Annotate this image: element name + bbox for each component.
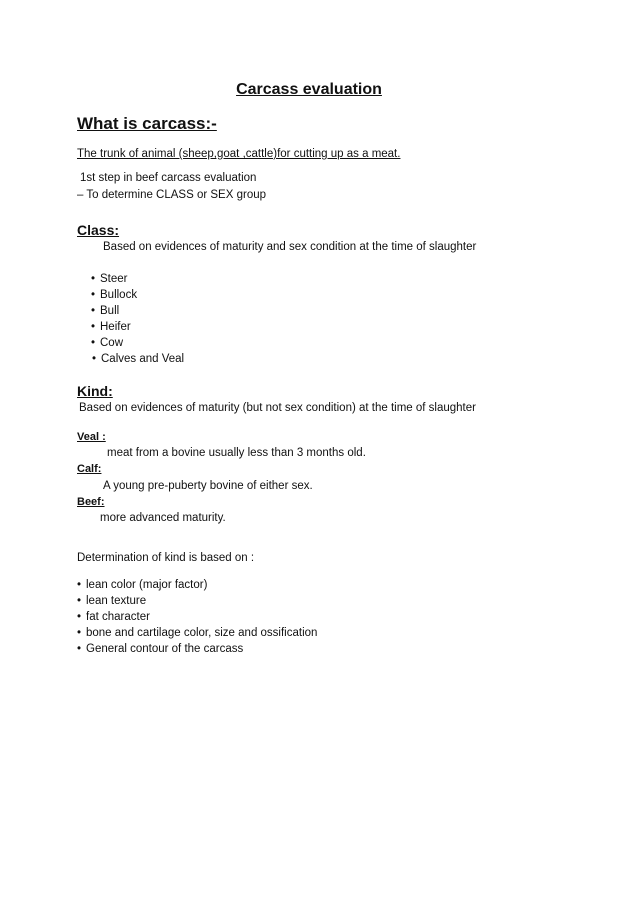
carcass-definition: The trunk of animal (sheep,goat ,cattle)for cutting up as a meat. — [77, 148, 401, 160]
beef-label: Beef: — [77, 496, 105, 508]
class-list-item: • Heifer — [91, 319, 184, 335]
class-list-item: • Bullock — [91, 287, 184, 303]
class-list — [91, 271, 184, 367]
kind-description: Based on evidences of maturity (but not sex condition) at the time of slaughter — [79, 402, 476, 414]
determination-intro: Determination of kind is based on : — [77, 552, 255, 564]
determination-list-item: • lean color (major factor) — [77, 577, 317, 593]
determination-list-item: • fat character — [77, 609, 317, 625]
purpose-line: – To determine CLASS or SEX group — [77, 189, 267, 201]
determination-list-item: • General contour of the carcass — [77, 641, 317, 657]
class-list-item: • Steer — [91, 271, 184, 287]
kind-heading: Kind: — [77, 383, 113, 399]
veal-text: meat from a bovine usually less than 3 months old. — [107, 447, 366, 459]
beef-text: more advanced maturity. — [100, 512, 226, 524]
page-title: Carcass evaluation — [236, 81, 382, 98]
calf-text: A young pre-puberty bovine of either sex. — [103, 480, 313, 492]
determination-list — [77, 577, 317, 657]
determination-list-item: • bone and cartilage color, size and ossification — [77, 625, 317, 641]
class-description: Based on evidences of maturity and sex condition at the time of slaughter — [103, 241, 477, 253]
class-list-item: • Cow — [91, 335, 184, 351]
class-list-item: • Bull — [91, 303, 184, 319]
class-heading: Class: — [77, 222, 120, 238]
class-list-item: • Calves and Veal — [91, 351, 184, 367]
first-step-line: 1st step in beef carcass evaluation — [80, 172, 257, 184]
calf-label: Calf: — [77, 463, 102, 475]
what-is-carcass-heading: What is carcass:- — [77, 114, 217, 133]
determination-list-item: • lean texture — [77, 593, 317, 609]
veal-label: Veal : — [77, 431, 106, 443]
